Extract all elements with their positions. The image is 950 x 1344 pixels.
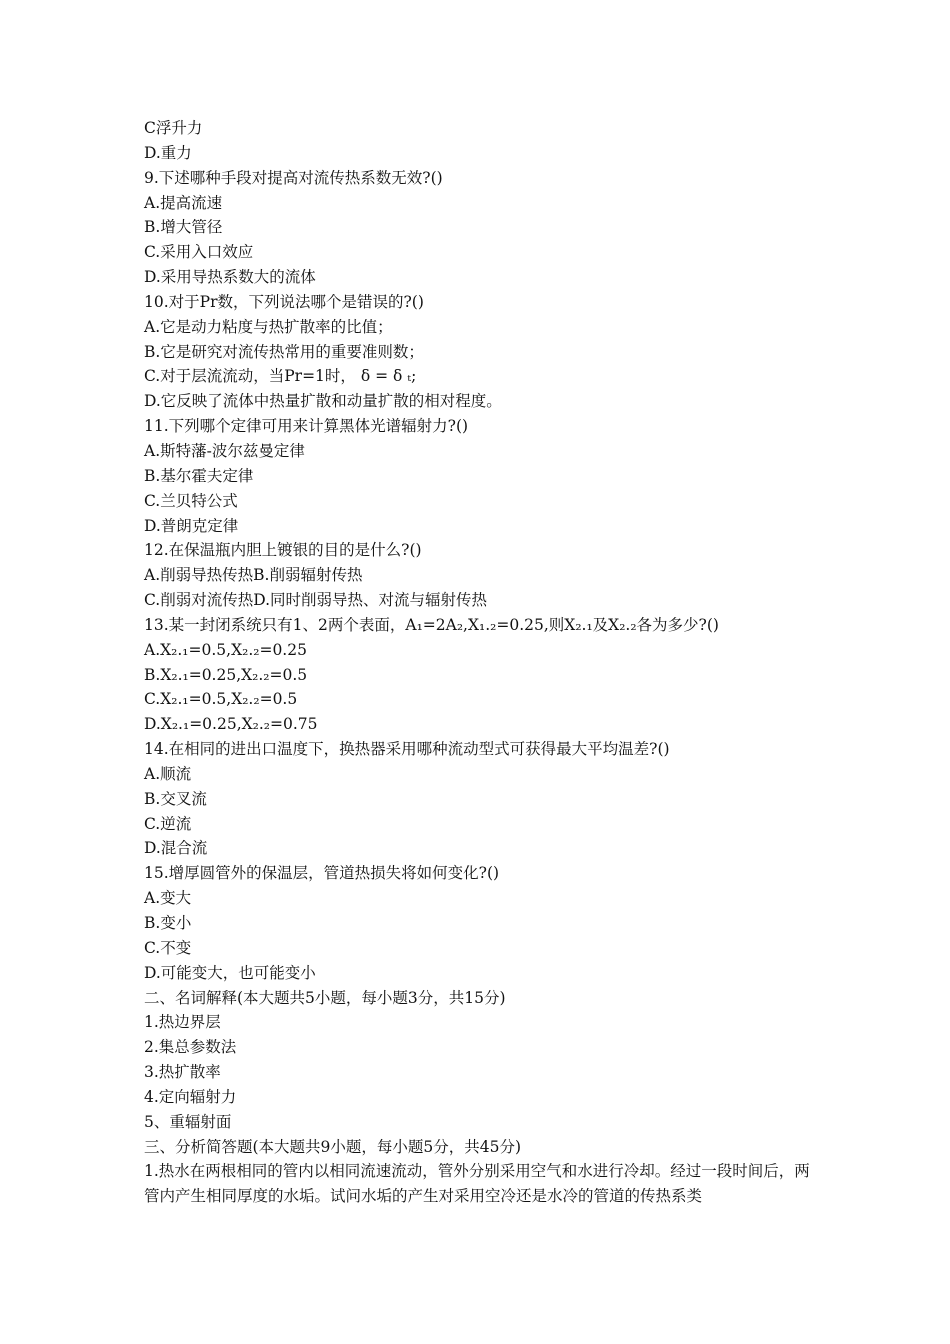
question-10: 10.对于Pr数，下列说法哪个是错误的?()	[144, 292, 424, 311]
question-14: 14.在相同的进出口温度下，换热器采用哪种流动型式可获得最大平均温差?()	[144, 740, 670, 759]
option-line: B.增大管径	[144, 218, 223, 237]
section-heading: 二、名词解释(本大题共5小题，每小题3分，共15分)	[144, 988, 506, 1007]
question-paragraph: 1.热水在两根相同的管内以相同流速流动，管外分别采用空气和水进行冷却。经过一段时间后，两管内产生相同厚度的水垢。试问水垢的产生对采用空冷还是水冷的管道的传热系类	[144, 1162, 810, 1206]
question-12: 12.在保温瓶内胆上镀银的目的是什么?()	[144, 541, 422, 560]
option-line: D.它反映了流体中热量扩散和动量扩散的相对程度。	[144, 392, 502, 411]
term-item: 5、重辐射面	[144, 1112, 232, 1131]
option-line: B.它是研究对流传热常用的重要准则数；	[144, 342, 424, 361]
term-item: 1.热边界层	[144, 1013, 221, 1032]
option-line: C.兰贝特公式	[144, 491, 238, 510]
term-item: 3.热扩散率	[144, 1063, 221, 1082]
option-line: A.变大	[144, 889, 192, 908]
option-line: A.X₂.₁=0.5,X₂.₂=0.25	[144, 640, 307, 659]
option-line: C.逆流	[144, 814, 192, 833]
option-line: C.采用入口效应	[144, 243, 254, 262]
question-13: 13.某一封闭系统只有1、2两个表面，A₁=2A₂,X₁.₂=0.25,则X₂.₁及X₂.₂各为多少?()	[144, 615, 719, 634]
option-line: A.提高流速	[144, 193, 223, 212]
question-15: 15.增厚圆管外的保温层，管道热损失将如何变化?()	[144, 864, 500, 883]
option-line: B.变小	[144, 914, 192, 932]
section-heading: 三、分析简答题(本大题共9小题，每小题5分，共45分)	[144, 1137, 522, 1156]
option-line: D.X₂.₁=0.25,X₂.₂=0.75	[144, 715, 318, 734]
option-line: C.不变	[144, 938, 192, 957]
text-line: D.重力	[144, 143, 192, 162]
option-line: D.采用导热系数大的流体	[144, 268, 316, 287]
term-item: 2.集总参数法	[144, 1038, 237, 1057]
document-page	[144, 116, 824, 1209]
term-item: 4.定向辐射力	[144, 1087, 237, 1106]
option-line: C.X₂.₁=0.5,X₂.₂=0.5	[144, 690, 298, 709]
option-line: B.基尔霍夫定律	[144, 466, 254, 485]
text-line: C浮升力	[144, 119, 203, 137]
option-line: B.交叉流	[144, 789, 207, 808]
option-line: B.X₂.₁=0.25,X₂.₂=0.5	[144, 665, 308, 684]
option-line: D.混合流	[144, 839, 208, 858]
option-line: A.顺流	[144, 764, 192, 783]
option-line: C.削弱对流传热D.同时削弱导热、对流与辐射传热	[144, 591, 488, 610]
question-11: 11.下列哪个定律可用来计算黑体光谱辐射力?()	[144, 417, 469, 436]
option-line: C.对于层流流动，当Pr=1时， δ = δ ₜ;	[144, 367, 417, 386]
option-line: A.削弱导热传热B.削弱辐射传热	[144, 566, 363, 585]
option-line: D.普朗克定律	[144, 516, 239, 535]
option-line: D.可能变大，也可能变小	[144, 963, 316, 982]
question-9: 9.下述哪种手段对提高对流传热系数无效?()	[144, 168, 443, 187]
option-line: A.它是动力粘度与热扩散率的比值；	[144, 317, 393, 336]
option-line: A.斯特藩-波尔兹曼定律	[144, 441, 305, 460]
